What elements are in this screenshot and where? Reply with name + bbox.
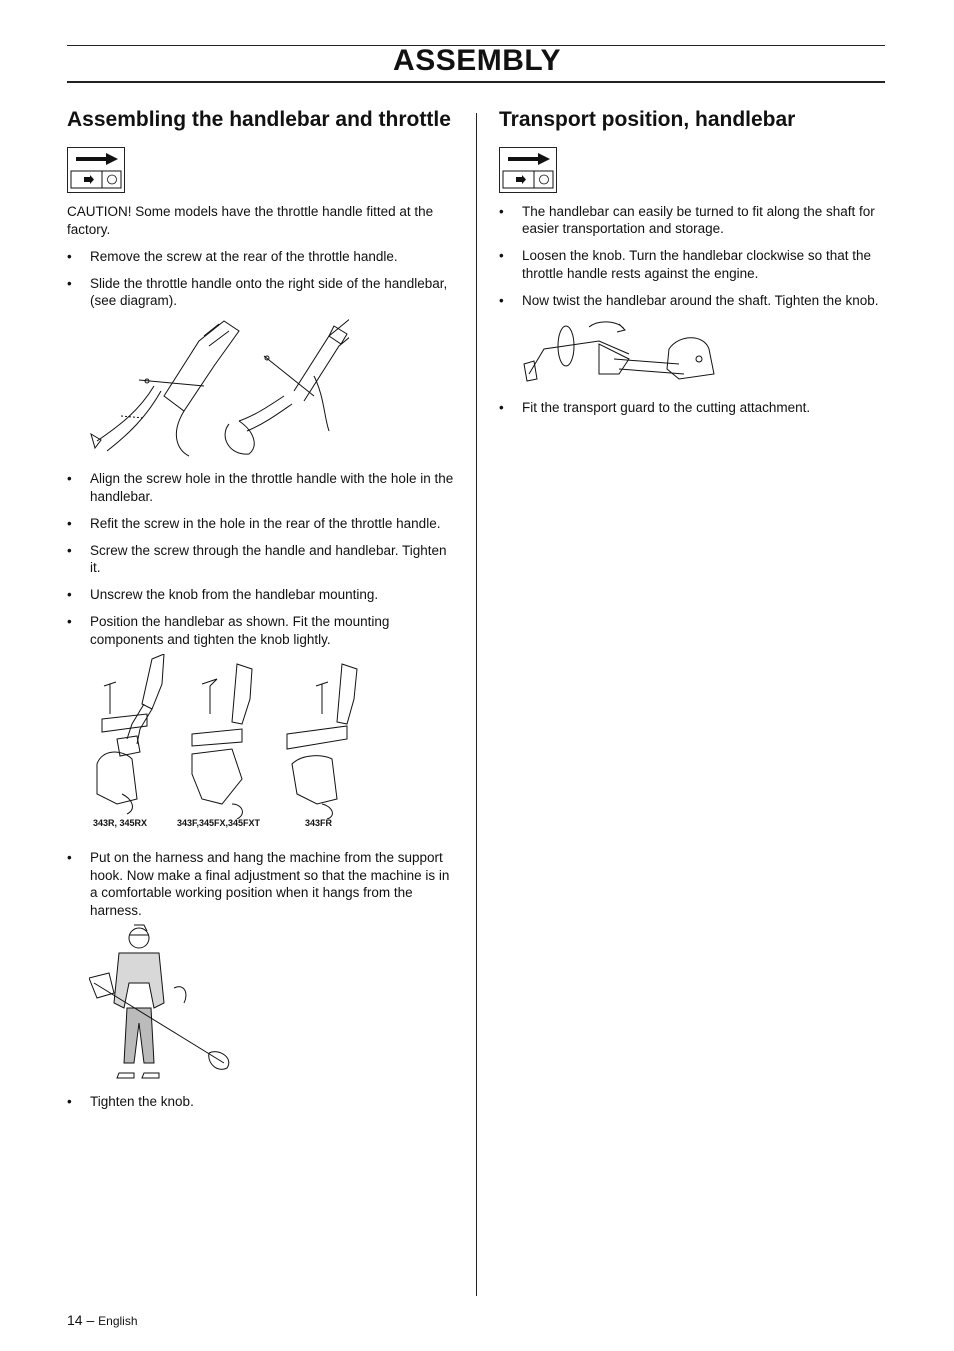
transport-position-diagram — [519, 319, 719, 389]
right-column — [499, 106, 887, 416]
instruction-list-b — [67, 470, 459, 648]
throttle-handle-diagram — [89, 316, 349, 461]
list-item: • Slide the throttle handle onto the right side of the handlebar, (see diagram). — [67, 275, 459, 310]
list-item: • Align the screw hole in the throttle handle with the hole in the handlebar. — [67, 470, 459, 505]
list-item: • Unscrew the knob from the handlebar mounting. — [67, 586, 459, 604]
list-item: • Screw the screw through the handle and handlebar. Tighten it. — [67, 542, 459, 577]
model-caption: 343R, 345RX — [93, 818, 148, 828]
model-caption: 343FR — [305, 818, 333, 828]
page-title: ASSEMBLY — [393, 44, 561, 77]
handlebar-mounting-diagram — [67, 654, 367, 839]
header-rule-bottom — [67, 81, 885, 83]
transport-instruction-list-a — [499, 203, 887, 310]
list-item: • Position the handlebar as shown. Fit the mounting components and tighten the knob lightly. — [67, 613, 459, 648]
assembly-arrow-icon — [67, 147, 125, 193]
list-item: • Tighten the knob. — [67, 1093, 459, 1111]
list-item: • Put on the harness and hang the machine from the support hook. Now make a final adjustment so that the machine is in a comfortable working position when it hangs from the harness. — [67, 849, 459, 919]
footer-language: English — [98, 1314, 138, 1328]
section-heading-transport-position: Transport position, handlebar — [499, 108, 796, 131]
list-item: • Fit the transport guard to the cutting attachment. — [499, 399, 887, 417]
caution-note: CAUTION! Some models have the throttle handle fitted at the factory. — [67, 204, 434, 237]
list-item: • Refit the screw in the hole in the rear of the throttle handle. — [67, 515, 459, 533]
column-divider — [476, 113, 477, 1296]
page-footer — [67, 1312, 138, 1328]
assembly-arrow-icon — [499, 147, 557, 193]
transport-instruction-list-b — [499, 399, 887, 417]
instruction-list-d — [67, 1093, 459, 1111]
instruction-list-c — [67, 849, 459, 919]
page-number: 14 – — [67, 1312, 95, 1328]
harness-operator-diagram — [89, 923, 239, 1083]
list-item: • Loosen the knob. Turn the handlebar clockwise so that the throttle handle rests against the engine. — [499, 247, 887, 282]
section-heading-handlebar-throttle: Assembling the handlebar and throttle — [67, 108, 451, 131]
instruction-list-a — [67, 248, 459, 310]
left-column — [67, 106, 459, 1110]
list-item: • Remove the screw at the rear of the throttle handle. — [67, 248, 459, 266]
model-caption: 343F,345FX,345FXT — [177, 818, 261, 828]
list-item: • The handlebar can easily be turned to fit along the shaft for easier transportation and storage. — [499, 203, 887, 238]
list-item: • Now twist the handlebar around the shaft. Tighten the knob. — [499, 292, 887, 310]
